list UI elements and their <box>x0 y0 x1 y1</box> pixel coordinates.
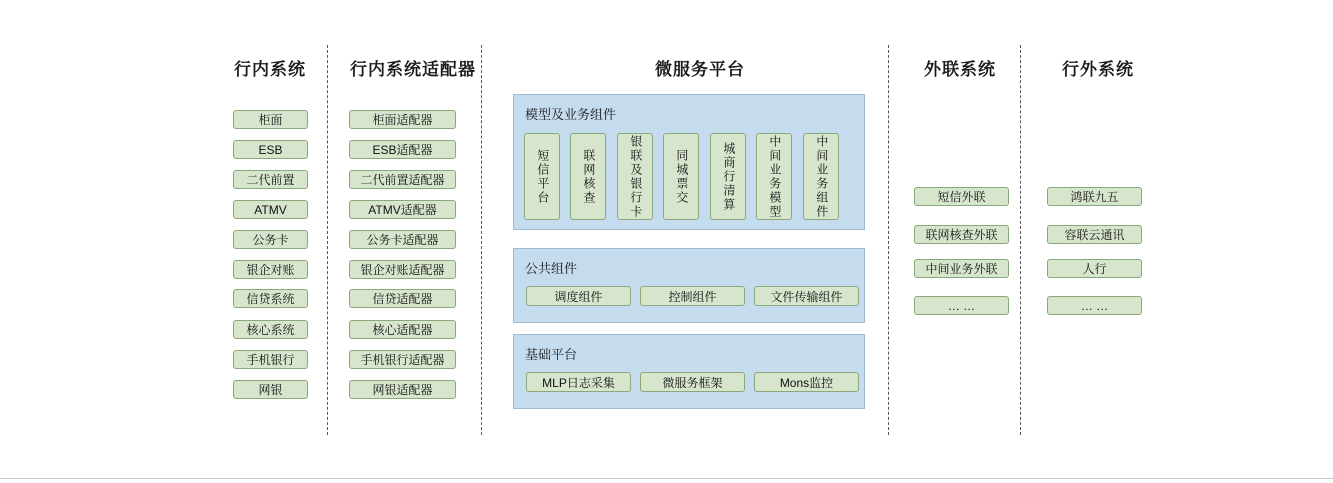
panel-title-base-platform: 基础平台 <box>525 347 578 362</box>
node-inbank-adapter[interactable]: 网银适配器 <box>349 380 456 399</box>
node-inbank-system[interactable]: 核心系统 <box>233 320 308 339</box>
node-inbank-system[interactable]: 银企对账 <box>233 260 308 279</box>
column-title-outside-systems: 行外系统 <box>1062 60 1134 79</box>
node-common-component[interactable]: 文件传输组件 <box>754 286 859 306</box>
node-inbank-adapter[interactable]: 二代前置适配器 <box>349 170 456 189</box>
node-base-platform-component[interactable]: Mons监控 <box>754 372 859 392</box>
node-inbank-system[interactable]: 二代前置 <box>233 170 308 189</box>
node-inbank-system[interactable]: 柜面 <box>233 110 308 129</box>
divider-3 <box>888 45 889 435</box>
node-base-platform-component[interactable]: 微服务框架 <box>640 372 745 392</box>
panel-title-common-components: 公共组件 <box>525 261 578 276</box>
node-platform-component[interactable]: 中间业务组件 <box>803 133 839 220</box>
node-inbank-adapter[interactable]: 公务卡适配器 <box>349 230 456 249</box>
node-inbank-adapter[interactable]: ATMV适配器 <box>349 200 456 219</box>
node-inbank-system[interactable]: 手机银行 <box>233 350 308 369</box>
node-outside-system[interactable]: 人行 <box>1047 259 1142 278</box>
node-inbank-adapter[interactable]: ESB适配器 <box>349 140 456 159</box>
node-external-link-system[interactable]: 短信外联 <box>914 187 1009 206</box>
panel-title-model-business-components: 模型及业务组件 <box>525 107 617 122</box>
node-base-platform-component[interactable]: MLP日志采集 <box>526 372 631 392</box>
node-inbank-adapter[interactable]: 信贷适配器 <box>349 289 456 308</box>
node-outside-system[interactable]: 鸿联九五 <box>1047 187 1142 206</box>
divider-1 <box>327 45 328 435</box>
node-external-link-system[interactable]: 联网核查外联 <box>914 225 1009 244</box>
node-platform-component[interactable]: 城商行清算 <box>710 133 746 220</box>
column-title-inbank-adapters: 行内系统适配器 <box>350 60 476 79</box>
node-platform-component[interactable]: 中间业务模型 <box>756 133 792 220</box>
node-inbank-adapter[interactable]: 银企对账适配器 <box>349 260 456 279</box>
node-common-component[interactable]: 控制组件 <box>640 286 745 306</box>
node-inbank-system[interactable]: 网银 <box>233 380 308 399</box>
node-platform-component[interactable]: 联网核查 <box>570 133 606 220</box>
column-title-external-link-systems: 外联系统 <box>924 60 996 79</box>
node-platform-component[interactable]: 同城票交 <box>663 133 699 220</box>
node-platform-component[interactable]: 短信平台 <box>524 133 560 220</box>
node-inbank-system[interactable]: 公务卡 <box>233 230 308 249</box>
node-inbank-adapter[interactable]: 手机银行适配器 <box>349 350 456 369</box>
node-platform-component[interactable]: 银联及银行卡 <box>617 133 653 220</box>
column-title-inbank-systems: 行内系统 <box>234 60 306 79</box>
column-title-microservice-platform: 微服务平台 <box>655 60 745 79</box>
node-outside-system[interactable]: … … <box>1047 296 1142 315</box>
node-inbank-adapter[interactable]: 柜面适配器 <box>349 110 456 129</box>
node-inbank-adapter[interactable]: 核心适配器 <box>349 320 456 339</box>
node-inbank-system[interactable]: ESB <box>233 140 308 159</box>
node-outside-system[interactable]: 容联云通讯 <box>1047 225 1142 244</box>
bottom-divider <box>0 478 1333 479</box>
node-inbank-system[interactable]: ATMV <box>233 200 308 219</box>
node-external-link-system[interactable]: 中间业务外联 <box>914 259 1009 278</box>
node-inbank-system[interactable]: 信贷系统 <box>233 289 308 308</box>
divider-2 <box>481 45 482 435</box>
node-common-component[interactable]: 调度组件 <box>526 286 631 306</box>
node-external-link-system[interactable]: … … <box>914 296 1009 315</box>
divider-4 <box>1020 45 1021 435</box>
